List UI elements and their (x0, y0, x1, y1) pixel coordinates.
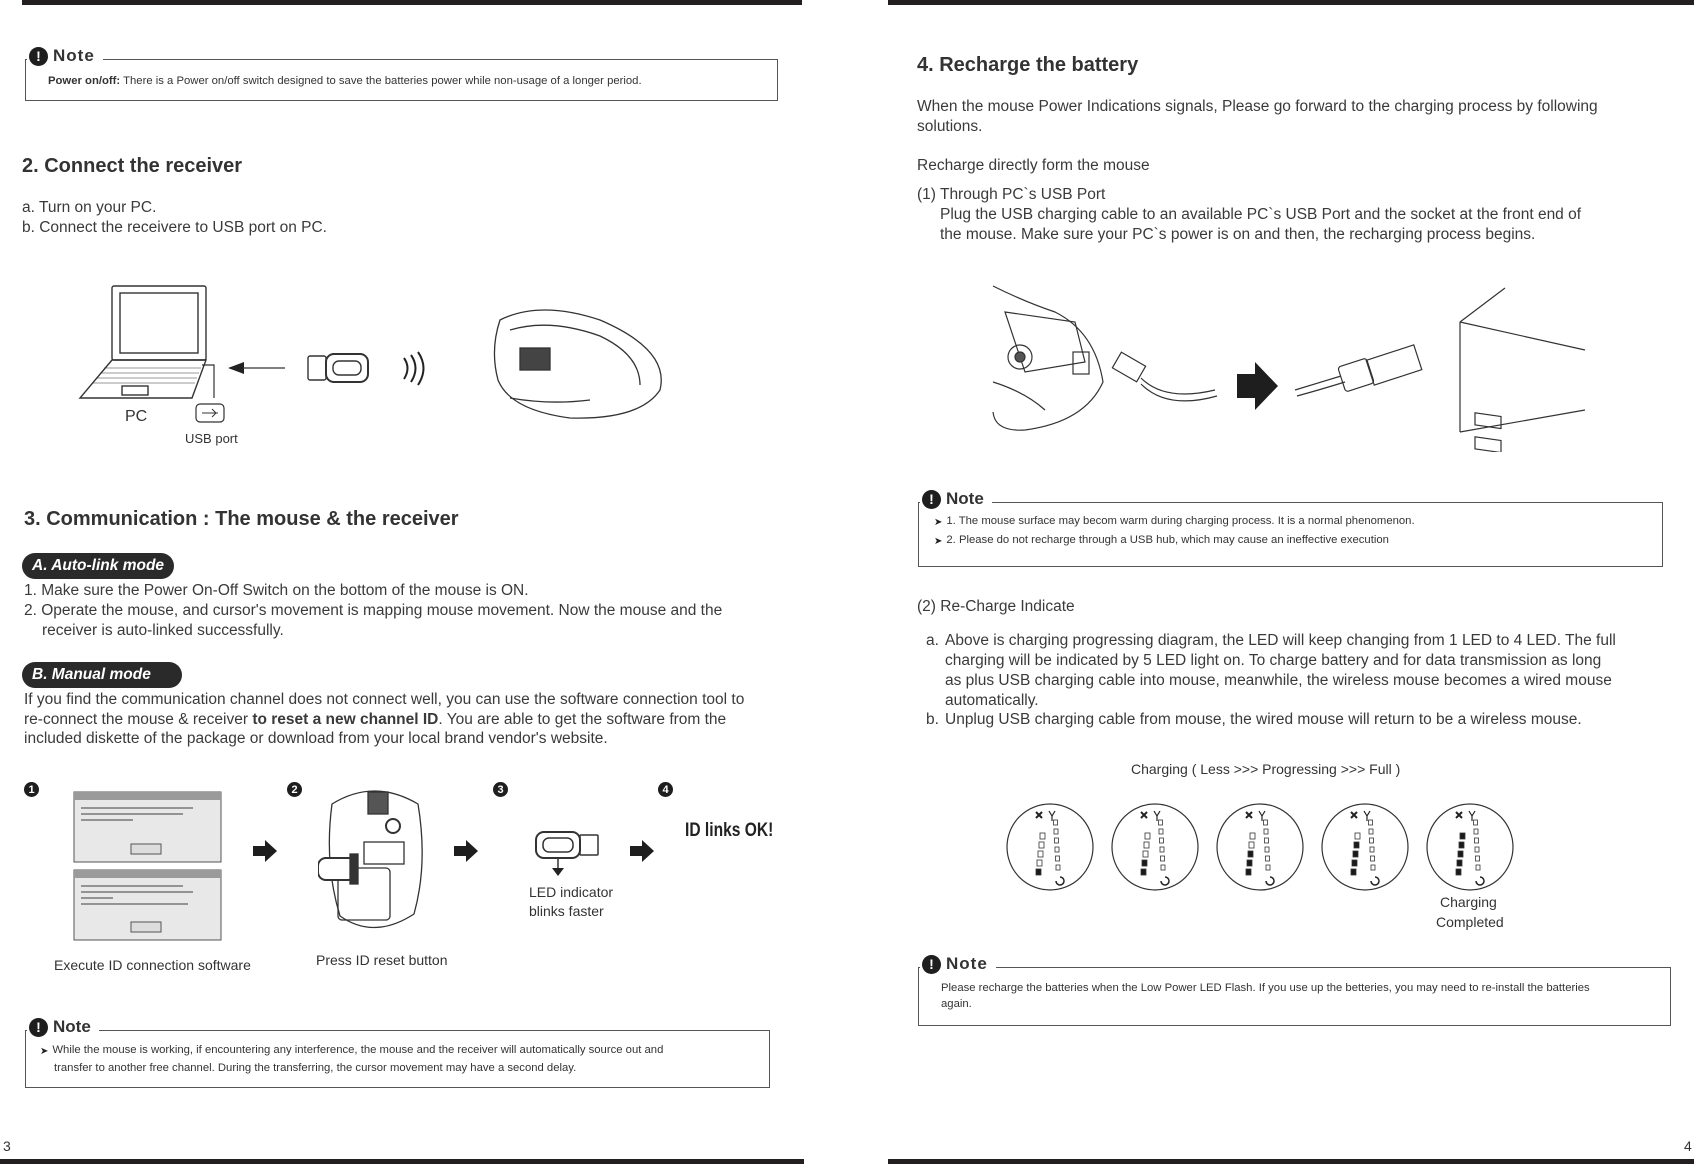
chevron-right-icon: ➤ (934, 536, 943, 547)
charging-completed-line1: Charging (1440, 894, 1497, 910)
led-segment (1459, 842, 1464, 848)
auto-link-step-2: 2. Operate the mouse, and cursor's movement is mapping mouse movement. Now the mouse and the (24, 602, 723, 619)
led-segment (1144, 842, 1149, 848)
led-segment (1249, 842, 1254, 848)
led-segment (1142, 860, 1147, 866)
step-number-3: 3 (493, 782, 508, 797)
manual-mode-badge: B. Manual mode (22, 662, 182, 688)
section-communication-title: 3. Communication : The mouse & the receiver (24, 508, 459, 530)
led-segment (1352, 860, 1357, 866)
power-note-title: ! Note (27, 46, 103, 66)
step2-caption: Press ID reset button (316, 952, 448, 968)
usb-cable-icon (1112, 352, 1217, 401)
step-arrow-2 (454, 840, 478, 862)
recharge-b-label: b. (926, 711, 939, 728)
led-segment (1460, 833, 1465, 839)
step-number-4: 4 (658, 782, 673, 797)
page-number-right: 4 (1684, 1138, 1692, 1154)
bottom-rule-right (888, 1159, 1694, 1164)
top-rule-left (22, 0, 802, 5)
led-segment (1250, 833, 1255, 839)
recharge-intro-line2: solutions. (917, 118, 983, 135)
recharge-a-line1: Above is charging progressing diagram, the LED will keep changing from 1 LED to 4 LED. The full (945, 632, 1616, 649)
laptop-icon (80, 286, 206, 398)
interference-note-text-line2: transfer to another free channel. During the transferring, the cursor movement may have a second delay. (54, 1062, 577, 1074)
auto-link-badge: A. Auto-link mode (22, 553, 174, 579)
led-segment (1248, 851, 1253, 857)
led-indicator-2 (1112, 804, 1198, 890)
software-dialogs-figure (73, 790, 223, 942)
step3-caption-line1: LED indicator (529, 884, 614, 900)
recharge-a-line4: automatically. (945, 692, 1039, 709)
led-indicator-1 (1007, 804, 1093, 890)
led-segment (1036, 869, 1041, 875)
mouse-icon (494, 310, 661, 418)
recharge-sub: Recharge directly form the mouse (917, 157, 1150, 174)
recharge-a-line2: charging will be indicated by 5 LED light on. To charge battery and for data transmission as long (945, 652, 1602, 669)
low-power-note-text (941, 980, 1661, 1012)
led-segment (1351, 869, 1356, 875)
recharge-indicate-title: (2) Re-Charge Indicate (917, 598, 1075, 615)
charging-note-title: ! Note (920, 489, 992, 509)
led-segment (1039, 842, 1044, 848)
receiver-icon (308, 354, 368, 382)
led-segment (1143, 851, 1148, 857)
step3-caption-line2: blinks faster (529, 903, 604, 919)
led-segment (1456, 869, 1461, 875)
led-segment (1354, 842, 1359, 848)
computer-usb-port-icon (1460, 288, 1585, 452)
pc-label: PC (125, 408, 148, 425)
section-connect-receiver-title: 2. Connect the receiver (22, 155, 243, 177)
exclamation-icon: ! (29, 1018, 48, 1037)
led-segment (1141, 869, 1146, 875)
led-segment (1040, 833, 1045, 839)
led-segment (1145, 833, 1150, 839)
charging-completed-line2: Completed (1436, 914, 1504, 930)
page-number-left: 3 (3, 1138, 11, 1154)
led-charging-diagram (1000, 800, 1520, 896)
step-arrow-3 (630, 840, 654, 862)
arrow-right-icon (1237, 362, 1278, 410)
usb-port-title: (1) Through PC`s USB Port (917, 186, 1106, 203)
led-indicator-3 (1217, 804, 1303, 890)
usb-charging-figure (985, 282, 1595, 452)
interference-note-title: ! Note (27, 1017, 99, 1037)
led-segment (1353, 851, 1358, 857)
led-segment (1457, 860, 1462, 866)
auto-link-step-1: 1. Make sure the Power On-Off Switch on the bottom of the mouse is ON. (24, 582, 529, 599)
auto-link-step-2-cont: receiver is auto-linked successfully. (42, 622, 284, 639)
connect-step-a: a. Turn on your PC. (22, 199, 157, 216)
led-indicator-4 (1322, 804, 1408, 890)
chevron-right-icon: ➤ (934, 517, 943, 528)
step-number-2: 2 (287, 782, 302, 797)
exclamation-icon: ! (29, 47, 48, 66)
led-indicator-5 (1427, 804, 1513, 890)
mouse-front-icon (993, 286, 1103, 430)
led-segment (1458, 851, 1463, 857)
interference-note-text: ➤ While the mouse is working, if encountering any interference, the mouse and the receiver will automatically source out and transfer to another free channel. During the transferring, the cursor movement may have a second delay. (40, 1042, 760, 1076)
exclamation-icon: ! (922, 490, 941, 509)
recharge-b-line: Unplug USB charging cable from mouse, the wired mouse will return to be a wireless mouse. (945, 711, 1582, 728)
step1-caption: Execute ID connection software (54, 957, 251, 973)
section-recharge-title: 4. Recharge the battery (917, 54, 1139, 76)
usb-port-line2: the mouse. Make sure your PC`s power is on and then, the recharging process begins. (940, 226, 1536, 243)
exclamation-icon: ! (922, 955, 941, 974)
usb-port-label: USB port (185, 431, 238, 446)
bottom-rule-left (0, 1159, 804, 1164)
top-rule-right (888, 0, 1694, 5)
led-segment (1247, 860, 1252, 866)
charging-note-item-1: ➤ 1. The mouse surface may becom warm during charging process. It is a normal phenomenon. (934, 513, 1415, 531)
led-segment (1355, 833, 1360, 839)
low-power-note-title: ! Note (920, 954, 996, 974)
led-segment (1037, 860, 1042, 866)
connect-step-b: b. Connect the receivere to USB port on PC. (22, 219, 327, 236)
recharge-a-label: a. (926, 632, 939, 649)
usb-port-line1: Plug the USB charging cable to an available PC`s USB Port and the socket at the front end of (940, 206, 1582, 223)
low-power-note-text-line1: Please recharge the batteries when the Low Power LED Flash. If you use up the betteries, you may need to re-install the batteries (941, 982, 1590, 994)
step-arrow-1 (253, 840, 277, 862)
id-links-ok-text: ID links OK! (685, 820, 774, 841)
step-number-1: 1 (24, 782, 39, 797)
led-segment (1038, 851, 1043, 857)
receiver-led-figure (534, 826, 604, 876)
recharge-a-line3: as plus USB charging cable into mouse, meanwhile, the wireless mouse becomes a wired mouse (945, 672, 1612, 689)
manual-mode-text: If you find the communication channel does not connect well, you can use the software connection tool to re-connect the mouse & receiver to reset a new channel ID. You are able to get the software from the included diskette of the package or download from your local brand vendor's website. (24, 691, 745, 747)
charging-progress-caption: Charging ( Less >>> Progressing >>> Full ) (1131, 761, 1401, 777)
usb-plug-icon (1295, 345, 1422, 396)
low-power-note-text-line2: again. (941, 998, 972, 1010)
power-note-text: Power on/off: There is a Power on/off switch designed to save the batteries power while non-usage of a longer period. (48, 75, 642, 87)
connect-figure (70, 280, 670, 450)
chevron-right-icon: ➤ (40, 1046, 49, 1057)
wireless-waves-icon (404, 352, 424, 385)
charging-note-item-2: ➤ 2. Please do not recharge through a USB hub, which may cause an ineffective execution (934, 532, 1389, 550)
mouse-bottom-figure (318, 784, 430, 936)
recharge-intro-line1: When the mouse Power Indications signals, Please go forward to the charging process by following (917, 98, 1598, 115)
led-segment (1246, 869, 1251, 875)
